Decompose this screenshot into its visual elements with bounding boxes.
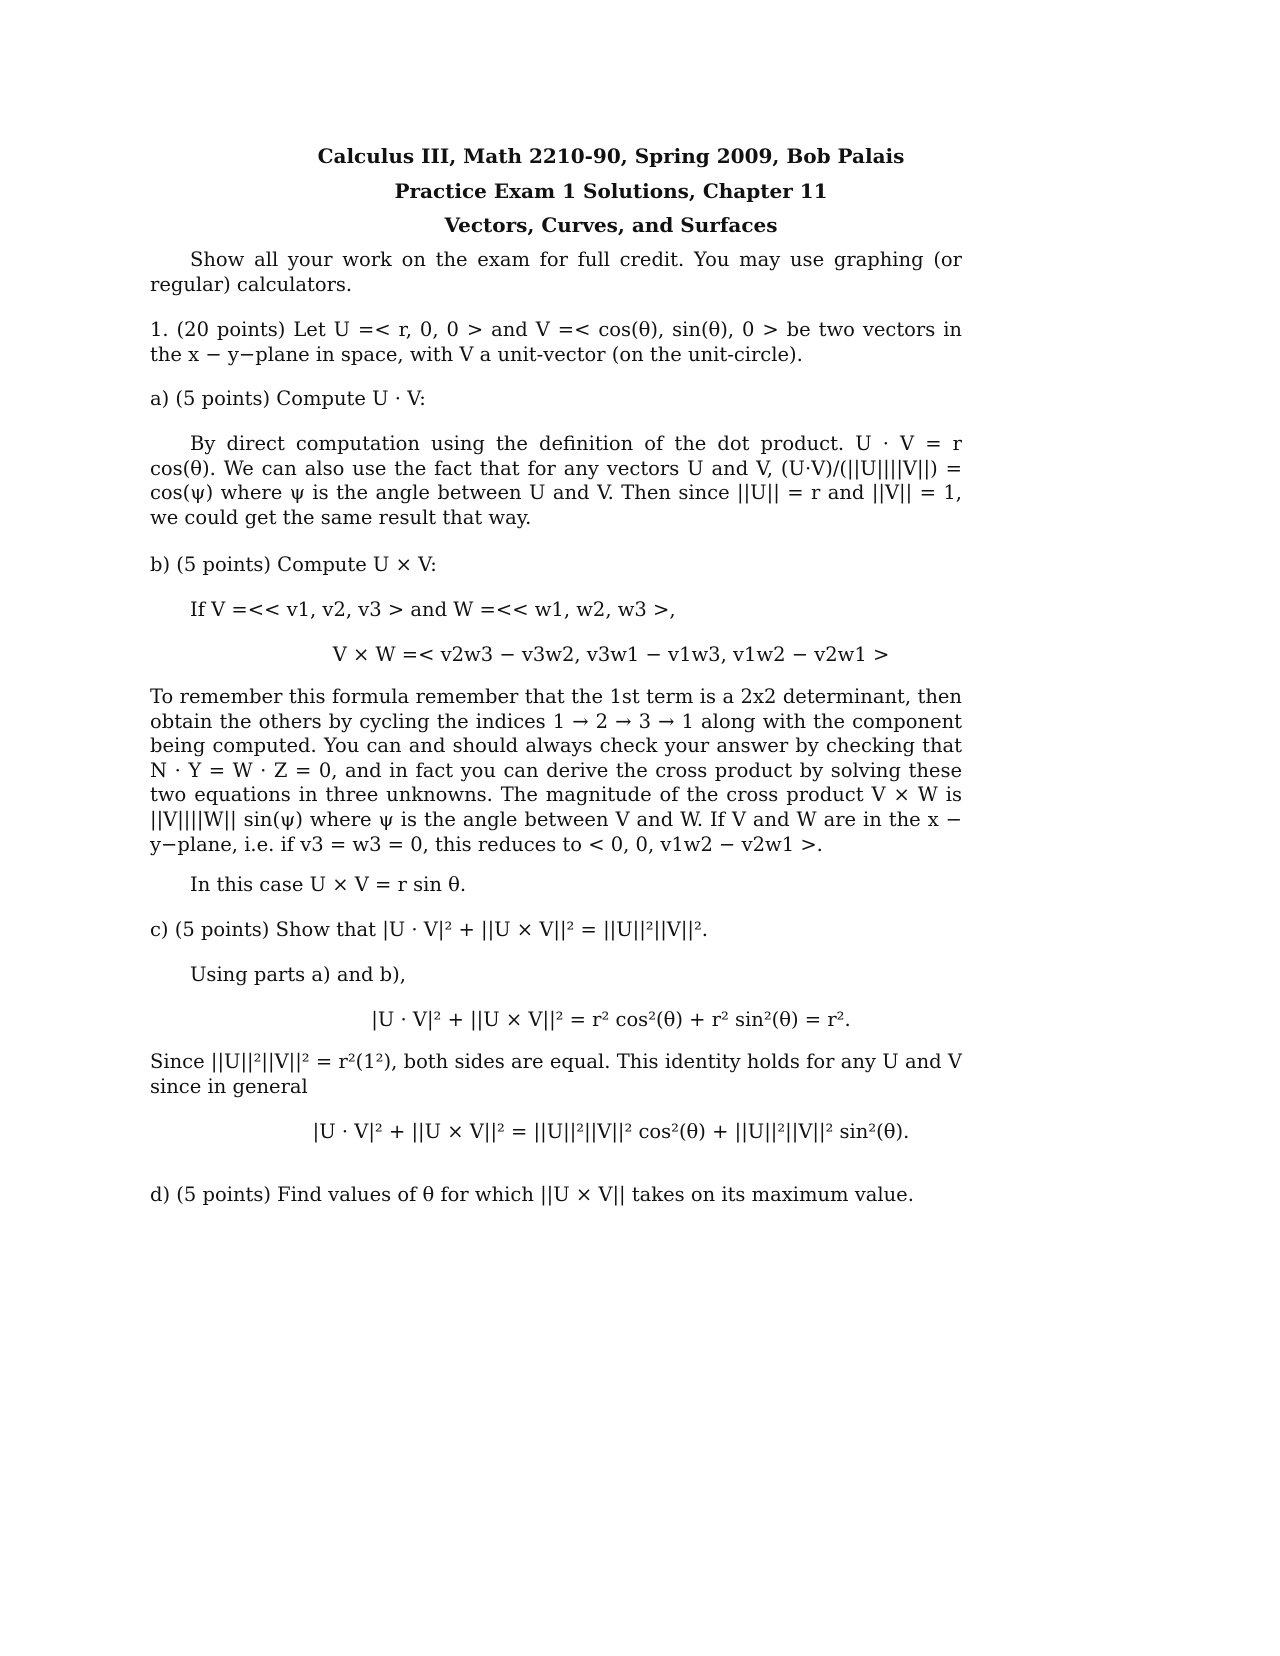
header-title: Calculus III, Math 2210-90, Spring 2009, Bob Palais bbox=[317, 144, 905, 168]
part-c-equation-2: |U · V|² + ||U × V||² = ||U||²||V||² cos²(θ) + ||U||²||V||² sin²(θ). bbox=[312, 1120, 910, 1143]
header-topic: Vectors, Curves, and Surfaces bbox=[444, 213, 778, 237]
part-b-prompt: b) (5 points) Compute U × V: bbox=[150, 553, 437, 576]
part-b-explanation: To remember this formula remember that the 1st term is a 2x2 determinant, then obtain the others by cycling the indices 1 → 2 → 3 → 1 along with the component being computed. You can and should always check your answer by checking that N · Y = W · Z = 0, and in fact you can derive the cross product by solving these two equations in three unknowns. The magnitude of the cross product V × W is ||V||||W|| sin(ψ) where ψ is the angle between V and W. If V and W are in the x − y−plane, i.e. if v3 = w3 = 0, this reduces to < 0, 0, v1w2 − v2w1 >. bbox=[150, 685, 962, 856]
cross-product-formula: V × W =< v2w3 − v3w2, v3w1 − v1w3, v1w2 − v2w1 > bbox=[332, 643, 890, 666]
part-c-using: Using parts a) and b), bbox=[190, 963, 406, 986]
header-subtitle: Practice Exam 1 Solutions, Chapter 11 bbox=[394, 179, 828, 203]
intro-paragraph: Show all your work on the exam for full credit. You may use graphing (or regular) calculators. bbox=[150, 248, 962, 296]
part-b-case: In this case U × V = r sin θ. bbox=[190, 873, 467, 896]
problem-1-statement: 1. (20 points) Let U =< r, 0, 0 > and V =< cos(θ), sin(θ), 0 > be two vectors in the x − y−plane in space, with V a unit-vector (on the unit-circle). bbox=[150, 318, 962, 366]
part-a-answer: By direct computation using the definition of the dot product. U · V = r cos(θ). We can also use the fact that for any vectors U and V, (U·V)/(||U||||V||) = cos(ψ) where ψ is the angle between U and V. Then since ||U|| = r and ||V|| = 1, we could get the same result that way. bbox=[150, 432, 962, 529]
part-b-definition: If V =<< v1, v2, v3 > and W =<< w1, w2, w3 >, bbox=[190, 598, 676, 621]
part-d-prompt: d) (5 points) Find values of θ for which ||U × V|| takes on its maximum value. bbox=[150, 1183, 914, 1206]
part-c-prompt: c) (5 points) Show that |U · V|² + ||U × V||² = ||U||²||V||². bbox=[150, 918, 709, 941]
part-c-since: Since ||U||²||V||² = r²(1²), both sides are equal. This identity holds for any U and V since in general bbox=[150, 1050, 962, 1098]
part-a-prompt: a) (5 points) Compute U · V: bbox=[150, 387, 426, 410]
part-c-equation-1: |U · V|² + ||U × V||² = r² cos²(θ) + r² sin²(θ) = r². bbox=[371, 1008, 851, 1031]
